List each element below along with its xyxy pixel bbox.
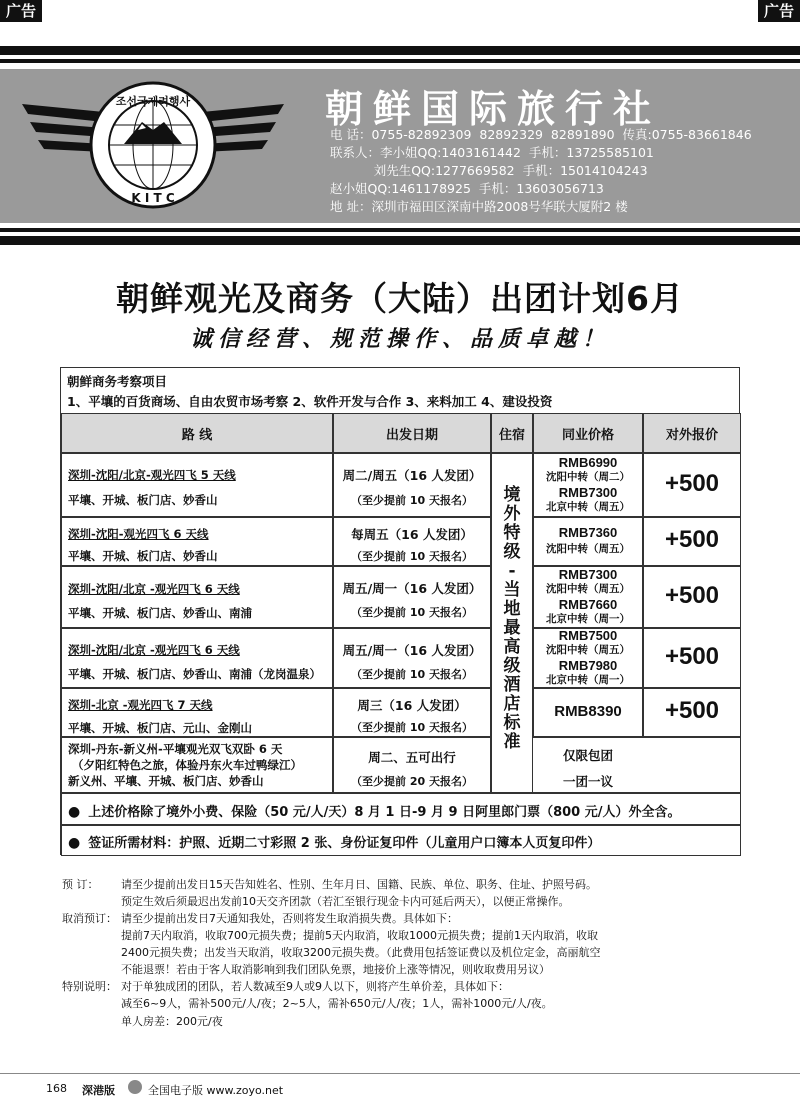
page-title: 朝鲜观光及商务（大陆）出团计划6月 xyxy=(116,279,684,318)
route-title: 深圳-北京 -观光四飞 7 天线 xyxy=(68,698,213,712)
hotel-char: 当 xyxy=(503,580,521,600)
hotel-char: 店 xyxy=(503,694,521,714)
contact-phone: 电 话：0755-82892309 82892329 82891890 传真:0755-83661846 xyxy=(330,127,752,142)
contact-address: 地 址：深圳市福田区深南中路2008号华联大厦附2 楼 xyxy=(330,199,628,214)
hotel-char: 外 xyxy=(503,504,521,524)
hotel-char: 级 xyxy=(503,542,521,562)
table-row xyxy=(61,688,333,737)
route-sights: 平壤、开城、板门店、妙香山、南浦 xyxy=(68,606,252,620)
advance-notice: （至少提前 10 天报名） xyxy=(351,606,473,619)
transfer-note: 北京中转（周五） xyxy=(546,501,630,513)
price-inclusion-note xyxy=(68,801,680,820)
route-sights: 平壤、开城、板门店、元山、金刚山 xyxy=(68,721,252,735)
booking-text: 请至少提前出发日15天告知姓名、性别、生年月日、国籍、民族、单位、职务、住址、护照号码。 xyxy=(121,878,597,891)
header-stripe-top xyxy=(0,46,800,55)
slogan: 诚信经营、规范操作、品质卓越！ xyxy=(189,326,610,352)
advance-notice: （至少提前 20 天报名） xyxy=(351,775,473,788)
ad-label-right: 广告 xyxy=(758,0,800,22)
project-items: 1、平壤的百货商场、自由农贸市场考察 2、软件开发与合作 3、来料加工 4、建设投资 xyxy=(67,394,553,409)
transfer-note: 沈阳中转（周五） xyxy=(546,583,630,595)
table-row xyxy=(61,737,333,793)
public-price-cell xyxy=(643,453,741,517)
booking-label: 预 订： xyxy=(62,878,99,891)
package-note: 一团一议 xyxy=(562,774,613,789)
public-price: +500 xyxy=(664,470,720,497)
hotel-char: - xyxy=(508,561,516,581)
trade-price-cell xyxy=(533,453,643,517)
bullet-icon: ● xyxy=(68,835,81,851)
route-subtitle: （夕阳红特色之旅，体验丹东火车过鸭绿江） xyxy=(72,758,302,772)
departure-days: 周五/周一（16 人发团） xyxy=(342,581,482,596)
visa-materials-note xyxy=(68,832,600,851)
hotel-char: 高 xyxy=(503,637,521,657)
table-row xyxy=(61,453,333,517)
contact-zhao: 赵小姐QQ:1461178925 手机：13603056713 xyxy=(330,181,604,196)
trade-price-cell xyxy=(533,517,643,566)
public-price: +500 xyxy=(664,582,720,609)
hotel-standard-text xyxy=(492,486,532,752)
date-cell xyxy=(333,688,491,737)
public-price: +500 xyxy=(664,526,720,553)
edition-label: 深港版 xyxy=(82,1084,115,1097)
hotel-char: 特 xyxy=(503,523,521,543)
route-sights: 平壤、开城、板门店、妙香山 xyxy=(68,493,218,507)
advance-notice: （至少提前 10 天报名） xyxy=(351,721,473,734)
special-text: 减至6~9人，需补500元/人/夜；2~5人，需补650元/人/夜；1人，需补1000元/人/夜。 xyxy=(121,997,553,1010)
special-text: 单人房差：200元/夜 xyxy=(121,1015,223,1028)
public-price: +500 xyxy=(664,643,720,670)
price-value: RMB6990 xyxy=(558,455,618,470)
cancel-text: 不能退票！若由于客人取消影响到我们团队免票，地接价上涨等情况，则收取费用另议） xyxy=(121,963,550,976)
hotel-char: 标 xyxy=(503,713,521,733)
date-cell xyxy=(333,628,491,688)
transfer-note: 北京中转（周一） xyxy=(546,613,630,625)
departure-days: 周二、五可出行 xyxy=(368,750,456,765)
price-value: RMB7300 xyxy=(558,485,618,500)
logo-korean-text: 조선국제려행사 xyxy=(115,95,191,108)
special-label: 特别说明： xyxy=(62,980,117,993)
date-cell xyxy=(333,737,491,793)
ad-label-left: 广告 xyxy=(0,0,42,22)
header-hotel: 住宿 xyxy=(491,413,533,453)
trade-price-cell xyxy=(533,566,643,628)
visa-materials-text: 签证所需材料：护照、近期二寸彩照 2 张、身份证复印件（儿童用户口簿本人页复印件） xyxy=(88,836,601,851)
price-value: RMB7660 xyxy=(558,597,618,612)
route-title: 深圳-沈阳/北京 -观光四飞 6 天线 xyxy=(68,582,240,596)
transfer-note: 沈阳中转（周五） xyxy=(546,644,630,656)
transfer-note: 沈阳中转（周五） xyxy=(546,543,630,555)
table-row xyxy=(61,517,333,566)
public-price-cell xyxy=(643,517,741,566)
advance-notice: （至少提前 10 天报名） xyxy=(351,550,473,563)
trade-price-cell xyxy=(533,688,643,737)
contact-li: 联系人：李小姐QQ:1403161442 手机：13725585101 xyxy=(330,145,654,160)
page-footer xyxy=(0,1073,800,1100)
tour-schedule-table xyxy=(60,367,740,855)
departure-days: 周五/周一（16 人发团） xyxy=(342,643,482,658)
logo-letters: K I T C xyxy=(131,191,175,205)
public-price-cell xyxy=(643,688,741,737)
contact-liu: 刘先生QQ:1277669582 手机：15014104243 xyxy=(330,163,648,178)
route-title: 深圳-沈阳-观光四飞 6 天线 xyxy=(68,527,209,541)
site-link[interactable]: 全国电子版 www.zoyo.net xyxy=(148,1084,284,1097)
header-stripe-bottom xyxy=(0,236,800,245)
route-sights: 平壤、开城、板门店、妙香山、南浦（龙岗温泉） xyxy=(68,667,321,681)
departure-days: 周二/周五（16 人发团） xyxy=(342,468,482,483)
edition-logo-icon xyxy=(128,1080,142,1094)
departure-days: 周三（16 人发团） xyxy=(357,698,467,713)
price-inclusion-text: 上述价格除了境外小费、保险（50 元/人/天）8 月 1 日-9 月 9 日阿里郎门票（800 元/人）外全含。 xyxy=(88,805,681,820)
price-value: RMB7360 xyxy=(558,525,618,540)
header-stripe-bottom-thin xyxy=(0,228,800,232)
route-sights: 平壤、开城、板门店、妙香山 xyxy=(68,549,218,563)
table-row xyxy=(61,566,333,628)
trade-price-cell xyxy=(533,628,643,688)
special-text: 对于单独成团的团队，若人数减至9人或9人以下，则将产生单价差，具体如下： xyxy=(121,980,509,993)
hotel-cell xyxy=(491,453,533,793)
route-sights: 新义州、平壤、开城、板门店、妙香山 xyxy=(68,774,264,788)
transfer-note: 沈阳中转（周二） xyxy=(546,471,630,483)
hotel-char: 最 xyxy=(503,618,521,638)
advance-notice: （至少提前 10 天报名） xyxy=(351,494,473,507)
company-name: 朝鲜国际旅行社 xyxy=(325,86,662,131)
hotel-char: 准 xyxy=(503,732,521,752)
hotel-char: 地 xyxy=(503,599,521,619)
bullet-icon: ● xyxy=(68,804,81,820)
departure-days: 每周五（16 人发团） xyxy=(351,527,473,542)
transfer-note: 北京中转（周一） xyxy=(546,674,630,686)
price-value: RMB8390 xyxy=(554,703,622,720)
public-price: +500 xyxy=(664,697,720,724)
date-cell xyxy=(333,517,491,566)
visa-note-row xyxy=(61,825,741,856)
header-route: 路 线 xyxy=(61,413,333,453)
header-public-price: 对外报价 xyxy=(643,413,741,453)
package-price-cell xyxy=(533,737,741,793)
cancel-text: 2400元损失费；出发当天取消，收取3200元损失费。（此费用包括签证费以及机位定金，高丽航空 xyxy=(121,946,601,959)
route-title: 深圳-丹东-新义州-平壤观光双飞双卧 6 天 xyxy=(68,742,283,756)
price-value: RMB7500 xyxy=(558,628,618,643)
advance-notice: （至少提前 10 天报名） xyxy=(351,668,473,681)
price-value: RMB7980 xyxy=(558,658,618,673)
price-note-row xyxy=(61,793,741,825)
header-trade-price: 同业价格 xyxy=(533,413,643,453)
company-logo xyxy=(22,78,284,212)
hotel-char: 级 xyxy=(503,656,521,676)
date-cell xyxy=(333,566,491,628)
hotel-char: 酒 xyxy=(503,675,521,695)
public-price-cell xyxy=(643,566,741,628)
cancel-label: 取消预订： xyxy=(62,912,117,925)
booking-text: 预定生效后须最迟出发前10天交齐团款（若汇至银行现金卡内可延后两天），以便正常操作。 xyxy=(121,895,570,908)
header-date: 出发日期 xyxy=(333,413,491,453)
hotel-char: 境 xyxy=(503,485,521,505)
date-cell xyxy=(333,453,491,517)
header-stripe-top-thin xyxy=(0,59,800,63)
price-value: RMB7300 xyxy=(558,567,618,582)
route-title: 深圳-沈阳/北京 -观光四飞 6 天线 xyxy=(68,643,240,657)
cancel-text: 请至少提前出发日7天通知我处，否则将发生取消损失费。具体如下： xyxy=(121,912,458,925)
cancel-text: 提前7天内取消，收取700元损失费；提前5天内取消，收取1000元损失费；提前1天内取消，收取 xyxy=(121,929,598,942)
table-row xyxy=(61,628,333,688)
project-title: 朝鲜商务考察项目 xyxy=(67,374,168,389)
route-title: 深圳-沈阳/北京-观光四飞 5 天线 xyxy=(68,468,236,482)
package-note: 仅限包团 xyxy=(562,748,613,763)
public-price-cell xyxy=(643,628,741,688)
page-number: 168 xyxy=(46,1082,67,1095)
